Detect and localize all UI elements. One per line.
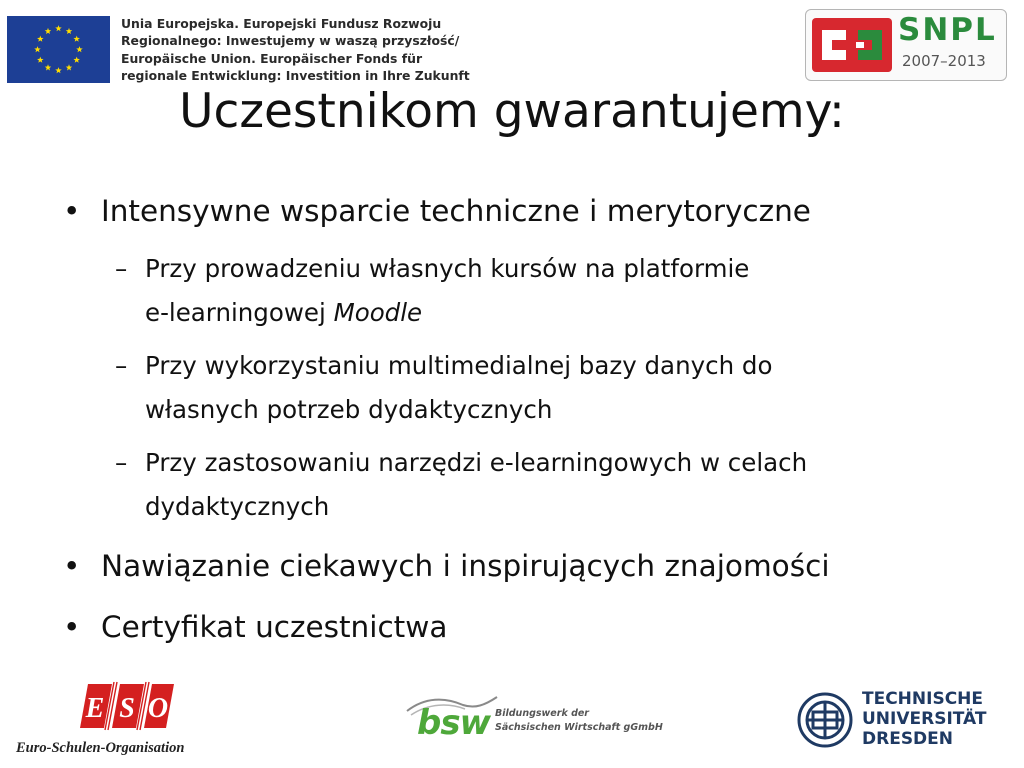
- eu-funding-line: Regionalnego: Inwestujemy w waszą przyszłość/: [121, 33, 460, 49]
- bullet-item: [63, 193, 811, 229]
- moodle-emphasis: Moodle: [333, 298, 423, 327]
- bsw-letters: bsw: [417, 703, 490, 743]
- snpl-name: SNPL: [898, 12, 997, 48]
- eso-logo: [16, 680, 226, 760]
- eu-funding-text: [121, 15, 481, 84]
- sub-bullet-line: Przy zastosowaniu narzędzi e-learningowych w celach: [145, 448, 808, 477]
- bullet-item: [63, 548, 830, 584]
- bullet-text: Nawiązanie ciekawych i inspirujących znajomości: [101, 549, 830, 583]
- dash-glyph: –: [115, 448, 128, 477]
- sub-bullet-item: [115, 247, 995, 335]
- eso-emblem-icon: [74, 680, 178, 732]
- bullet-glyph: •: [63, 194, 81, 228]
- bsw-subtitle: [495, 707, 663, 735]
- tu-dresden-line: TECHNISCHE: [862, 689, 984, 709]
- eu-flag-logo: [7, 16, 110, 83]
- sub-bullet-item: [115, 441, 995, 529]
- eu-funding-line: Unia Europejska. Europejski Fundusz Rozwoju: [121, 16, 442, 31]
- bullet-text: Intensywne wsparcie techniczne i merytoryczne: [101, 194, 811, 228]
- sub-bullet-line: dydaktycznych: [145, 492, 330, 521]
- sub-bullet-line-prefix: e-learningowej: [145, 298, 334, 327]
- sub-bullet-line: [115, 291, 995, 335]
- bsw-subtitle-line: Sächsischen Wirtschaft gGmbH: [495, 722, 663, 733]
- tu-dresden-text: [862, 689, 987, 749]
- eu-funding-line: regionale Entwicklung: Investition in Ihre Zukunft: [121, 67, 470, 83]
- eso-letter-e: E: [85, 693, 105, 724]
- tu-dresden-line: DRESDEN: [862, 729, 954, 749]
- bullet-item: [63, 609, 447, 645]
- sub-bullet-item: [115, 344, 995, 432]
- tu-dresden-line: UNIVERSITÄT: [862, 709, 987, 729]
- eso-letter-s: S: [119, 693, 135, 724]
- eso-letter-o: O: [147, 693, 169, 724]
- bullet-glyph: •: [63, 610, 81, 644]
- eso-caption: Euro-Schulen-Organisation: [16, 740, 185, 756]
- eu-funding-line: Europäische Union. Europäischer Fonds für: [121, 50, 423, 66]
- dash-glyph: –: [115, 351, 128, 380]
- bsw-logo: [405, 693, 663, 753]
- tu-dresden-logo: [795, 688, 1005, 756]
- slide-title: Uczestnikom gwarantujemy:: [179, 84, 845, 139]
- snpl-years: 2007–2013: [902, 52, 986, 70]
- bullet-text: Certyfikat uczestnictwa: [101, 610, 448, 644]
- sub-bullet-line: Przy wykorzystaniu multimedialnej bazy danych do: [145, 351, 773, 380]
- snpl-logo: [805, 9, 1007, 81]
- sub-bullet-line: własnych potrzeb dydaktycznych: [145, 395, 553, 424]
- bsw-subtitle-line: Bildungswerk der: [495, 708, 589, 719]
- bullet-glyph: •: [63, 549, 81, 583]
- snpl-emblem-icon: [812, 18, 892, 72]
- sub-bullet-line: Przy prowadzeniu własnych kursów na platformie: [145, 254, 750, 283]
- dash-glyph: –: [115, 254, 128, 283]
- tu-dresden-emblem-icon: [795, 688, 855, 752]
